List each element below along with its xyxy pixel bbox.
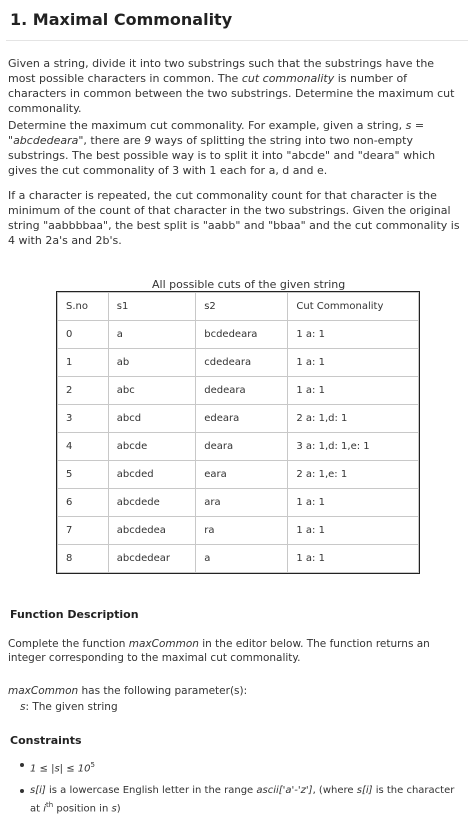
constraint-item <box>8 784 464 816</box>
table-row <box>58 405 419 433</box>
term-cut-commonality: cut commonality <box>241 72 335 85</box>
var-s: s <box>405 119 412 132</box>
text: s[i] <box>30 785 46 797</box>
cell: eara <box>196 461 288 489</box>
cell: abcd <box>108 405 195 433</box>
cell: 2 a: 1,d: 1 <box>288 405 419 433</box>
bullet-icon <box>20 763 24 767</box>
cell: ra <box>196 517 288 545</box>
cell: 1 a: 1 <box>288 377 419 405</box>
cell: 2 a: 1,e: 1 <box>288 461 419 489</box>
cell: abcded <box>108 461 195 489</box>
constraint-item <box>8 758 464 776</box>
cell: abc <box>108 377 195 405</box>
header-sno: S.no <box>58 293 109 321</box>
cell: 3 a: 1,d: 1,e: 1 <box>288 433 419 461</box>
cell: dedeara <box>196 377 288 405</box>
page-title: 1. Maximal Commonality <box>10 10 233 29</box>
text: is number of characters in common between the two substrings. Determine the maximum cut commonality. <box>8 72 455 115</box>
text: Determine the maximum cut commonality. For example, given a string, <box>8 119 406 132</box>
text: ", there are <box>78 134 145 147</box>
constraint-text: 1 ≤ |s| ≤ 10 <box>30 763 91 775</box>
bullet-icon <box>20 789 24 793</box>
cell: 7 <box>58 517 109 545</box>
function-name: maxCommon <box>128 638 199 650</box>
text: = " <box>8 119 425 147</box>
table-caption: All possible cuts of the given string <box>152 278 346 291</box>
function-name: maxCommon <box>8 685 79 697</box>
text: ascii['a'-'z'] <box>256 785 313 797</box>
header-s2: s2 <box>196 293 288 321</box>
header-cut-commonality: Cut Commonality <box>288 293 419 321</box>
cell: 3 <box>58 405 109 433</box>
cell: 0 <box>58 321 109 349</box>
table-row <box>58 433 419 461</box>
constraints-heading: Constraints <box>10 734 82 747</box>
cell: bcdedeara <box>196 321 288 349</box>
cell: 1 a: 1 <box>288 349 419 377</box>
cell: 1 a: 1 <box>288 545 419 573</box>
table-row <box>58 517 419 545</box>
cell: abcde <box>108 433 195 461</box>
table-header-row <box>58 293 419 321</box>
function-description-text <box>8 637 464 665</box>
cell: edeara <box>196 405 288 433</box>
cell: abcdedear <box>108 545 195 573</box>
ways-count: 9 <box>144 134 152 147</box>
constraints-list <box>8 758 464 817</box>
text: in the editor below. The function returns an integer corresponding to the maximal cut commonality. <box>8 638 430 664</box>
cell: 1 a: 1 <box>288 489 419 517</box>
exponent: 5 <box>90 761 95 769</box>
repeat-paragraph: If a character is repeated, the cut commonality count for that character is the minimum of the count of that character in the two substrings. Given the original string "aabbbbaa", the best split is "aabb" and "bbaa" and the cut commonality is 4 with 2a's and 2b's. <box>8 189 460 247</box>
cell: abcdede <box>108 489 195 517</box>
cell: 1 a: 1 <box>288 517 419 545</box>
text: s <box>111 803 117 815</box>
example-string: abcdedeara <box>13 134 79 147</box>
param-name: s <box>20 701 26 713</box>
text: is a lowercase English letter in the range <box>45 785 257 797</box>
function-description-heading: Function Description <box>10 608 139 621</box>
text: is the character at <box>30 785 455 815</box>
text: has the following parameter(s): <box>78 685 248 697</box>
text: position in <box>53 803 112 815</box>
cell: 5 <box>58 461 109 489</box>
cell: 4 <box>58 433 109 461</box>
cuts-table <box>57 292 419 573</box>
text: ways of splitting the string into two non-empty substrings. The best possible way is to split it into "abcde" and "deara" which gives the cut commonality of 3 with 1 each for a, d and e. <box>8 134 436 177</box>
param-desc: : The given string <box>25 701 118 713</box>
table-row <box>58 321 419 349</box>
table-row <box>58 377 419 405</box>
table-row <box>58 489 419 517</box>
text: s[i] <box>356 785 373 797</box>
cell: ab <box>108 349 195 377</box>
text: Complete the function <box>8 638 129 650</box>
cell: 6 <box>58 489 109 517</box>
cell: 1 a: 1 <box>288 321 419 349</box>
title-divider <box>6 40 468 41</box>
cell: abcdedea <box>108 517 195 545</box>
text: , (where <box>312 785 357 797</box>
cell: 2 <box>58 377 109 405</box>
text: ) <box>116 803 121 815</box>
intro-paragraph <box>8 56 464 116</box>
cell: cdedeara <box>196 349 288 377</box>
example-paragraph <box>8 118 464 178</box>
cell: a <box>196 545 288 573</box>
cell: deara <box>196 433 288 461</box>
table-row <box>58 545 419 573</box>
header-s1: s1 <box>108 293 195 321</box>
text: Given a string, divide it into two substrings such that the substrings have the most possible characters in common. The <box>8 57 435 85</box>
cell: 8 <box>58 545 109 573</box>
cell: ara <box>196 489 288 517</box>
parameter-s <box>20 700 474 714</box>
cell: a <box>108 321 195 349</box>
table-row <box>58 349 419 377</box>
text: i <box>43 803 47 815</box>
parameters-text <box>8 684 464 698</box>
superscript: th <box>46 801 54 810</box>
table-row <box>58 461 419 489</box>
cell: 1 <box>58 349 109 377</box>
